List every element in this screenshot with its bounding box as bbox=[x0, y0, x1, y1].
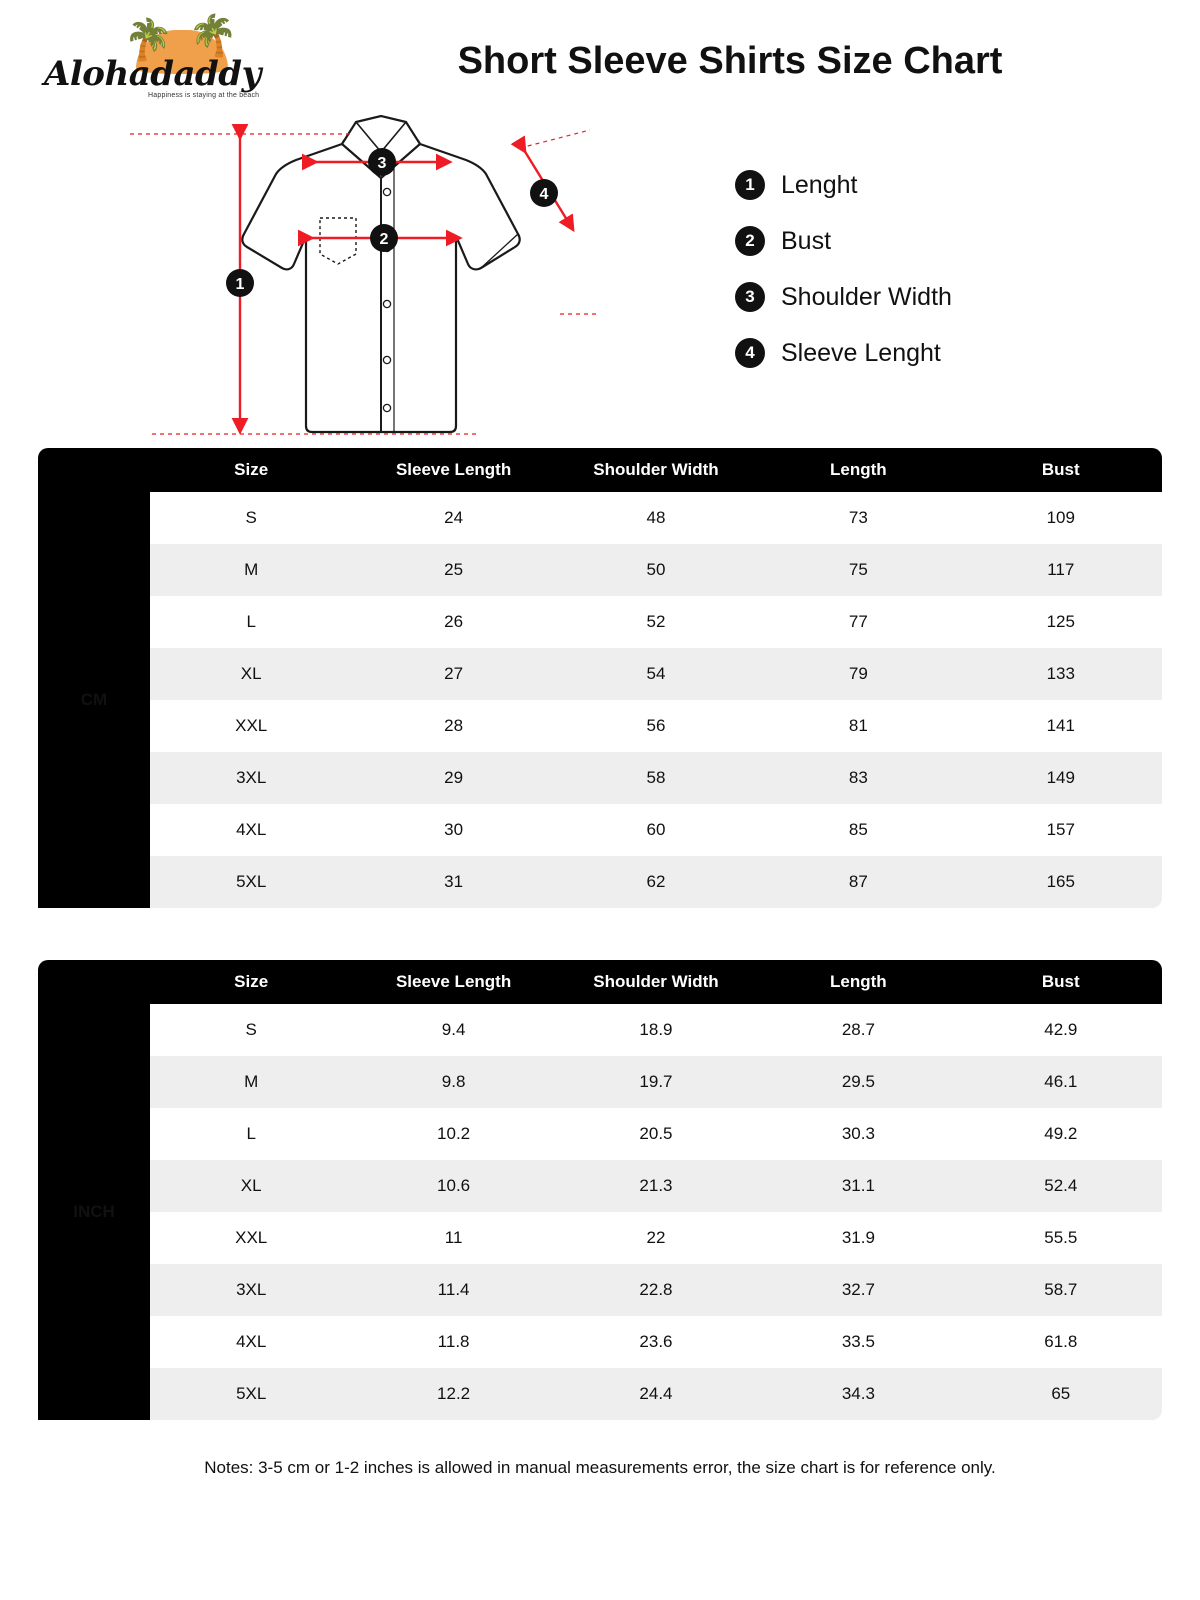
cell-length: 33.5 bbox=[757, 1316, 959, 1368]
brand-name: Alohadaddy bbox=[44, 54, 261, 94]
svg-text:1: 1 bbox=[235, 276, 245, 293]
col-bust: Bust bbox=[960, 960, 1162, 1004]
table-row bbox=[38, 804, 1162, 856]
cell-sleeve: 11.8 bbox=[352, 1316, 554, 1368]
cell-bust: 117 bbox=[960, 544, 1162, 596]
cell-bust: 49.2 bbox=[960, 1108, 1162, 1160]
cell-size: XL bbox=[150, 1160, 352, 1212]
table-row bbox=[38, 596, 1162, 648]
legend-item-sleeve-length bbox=[735, 338, 1155, 368]
table-row bbox=[38, 544, 1162, 596]
cell-bust: 58.7 bbox=[960, 1264, 1162, 1316]
page-title: Short Sleeve Shirts Size Chart bbox=[457, 40, 1003, 82]
cell-sleeve: 11.4 bbox=[352, 1264, 554, 1316]
cell-length: 32.7 bbox=[757, 1264, 959, 1316]
cell-shoulder: 24.4 bbox=[555, 1368, 757, 1420]
cell-shoulder: 50 bbox=[555, 544, 757, 596]
svg-text:2: 2 bbox=[379, 231, 389, 248]
legend-label-1: Lenght bbox=[781, 170, 858, 199]
cell-shoulder: 18.9 bbox=[555, 1004, 757, 1056]
cell-bust: 42.9 bbox=[960, 1004, 1162, 1056]
cell-bust: 141 bbox=[960, 700, 1162, 752]
table-row bbox=[38, 856, 1162, 908]
brand-tagline: Happiness is staying at the beach bbox=[148, 92, 260, 99]
cell-length: 83 bbox=[757, 752, 959, 804]
table-row bbox=[38, 1004, 1162, 1056]
cell-shoulder: 23.6 bbox=[555, 1316, 757, 1368]
col-size: Size bbox=[150, 448, 352, 492]
table-row bbox=[38, 1056, 1162, 1108]
cell-bust: 65 bbox=[960, 1368, 1162, 1420]
cell-length: 30.3 bbox=[757, 1108, 959, 1160]
cell-sleeve: 29 bbox=[352, 752, 554, 804]
legend-label-3: Shoulder Width bbox=[781, 282, 952, 311]
cell-size: XXL bbox=[150, 1212, 352, 1264]
cell-length: 34.3 bbox=[757, 1368, 959, 1420]
cell-length: 31.9 bbox=[757, 1212, 959, 1264]
cell-sleeve: 10.6 bbox=[352, 1160, 554, 1212]
cell-shoulder: 52 bbox=[555, 596, 757, 648]
cell-length: 75 bbox=[757, 544, 959, 596]
size-table-inch bbox=[38, 960, 1162, 1420]
table-row bbox=[38, 1368, 1162, 1420]
table-header-row bbox=[38, 448, 1162, 492]
table-row bbox=[38, 700, 1162, 752]
legend-bullet-1: 1 bbox=[735, 170, 765, 200]
cell-size: XL bbox=[150, 648, 352, 700]
cell-sleeve: 26 bbox=[352, 596, 554, 648]
cell-shoulder: 58 bbox=[555, 752, 757, 804]
cell-shoulder: 56 bbox=[555, 700, 757, 752]
cell-sleeve: 24 bbox=[352, 492, 554, 544]
cell-length: 29.5 bbox=[757, 1056, 959, 1108]
cell-sleeve: 9.8 bbox=[352, 1056, 554, 1108]
cell-size: 5XL bbox=[150, 1368, 352, 1420]
cell-sleeve: 12.2 bbox=[352, 1368, 554, 1420]
cell-shoulder: 20.5 bbox=[555, 1108, 757, 1160]
table-spacer bbox=[0, 908, 1200, 960]
cell-bust: 133 bbox=[960, 648, 1162, 700]
cell-length: 28.7 bbox=[757, 1004, 959, 1056]
cell-bust: 46.1 bbox=[960, 1056, 1162, 1108]
legend-label-2: Bust bbox=[781, 226, 832, 255]
cell-bust: 125 bbox=[960, 596, 1162, 648]
cell-length: 87 bbox=[757, 856, 959, 908]
col-shoulder-width: Shoulder Width bbox=[555, 448, 757, 492]
legend-item-bust bbox=[735, 226, 1155, 256]
cell-length: 31.1 bbox=[757, 1160, 959, 1212]
cell-shoulder: 60 bbox=[555, 804, 757, 856]
shirt-svg bbox=[120, 108, 640, 448]
shirt-illustration bbox=[120, 108, 640, 448]
legend-bullet-2: 2 bbox=[735, 226, 765, 256]
cell-bust: 157 bbox=[960, 804, 1162, 856]
cell-sleeve: 27 bbox=[352, 648, 554, 700]
cell-shoulder: 22 bbox=[555, 1212, 757, 1264]
cell-bust: 55.5 bbox=[960, 1212, 1162, 1264]
table-row bbox=[38, 1160, 1162, 1212]
cell-bust: 61.8 bbox=[960, 1316, 1162, 1368]
legend bbox=[735, 170, 1155, 394]
cell-size: L bbox=[150, 596, 352, 648]
unit-label-inch: INCH bbox=[38, 1004, 150, 1420]
cell-size: M bbox=[150, 1056, 352, 1108]
cell-sleeve: 28 bbox=[352, 700, 554, 752]
notes-text: Notes: 3-5 cm or 1-2 inches is allowed in manual measurements error, the size chart is for reference only. bbox=[204, 1458, 996, 1477]
page-header bbox=[0, 0, 1200, 108]
table-row bbox=[38, 1212, 1162, 1264]
legend-bullet-3: 3 bbox=[735, 282, 765, 312]
cell-sleeve: 10.2 bbox=[352, 1108, 554, 1160]
cell-size: M bbox=[150, 544, 352, 596]
cell-size: 3XL bbox=[150, 1264, 352, 1316]
svg-text:3: 3 bbox=[377, 155, 387, 172]
col-bust: Bust bbox=[960, 448, 1162, 492]
col-sleeve-length: Sleeve Length bbox=[352, 448, 554, 492]
cell-sleeve: 25 bbox=[352, 544, 554, 596]
cell-bust: 149 bbox=[960, 752, 1162, 804]
cell-size: 3XL bbox=[150, 752, 352, 804]
table-row bbox=[38, 1108, 1162, 1160]
palm-tree-icon: 🌴 bbox=[124, 18, 174, 62]
cell-shoulder: 62 bbox=[555, 856, 757, 908]
brand-logo bbox=[36, 14, 276, 100]
svg-text:4: 4 bbox=[539, 186, 549, 203]
table-row bbox=[38, 752, 1162, 804]
col-sleeve-length: Sleeve Length bbox=[352, 960, 554, 1004]
cell-size: 4XL bbox=[150, 1316, 352, 1368]
cell-length: 81 bbox=[757, 700, 959, 752]
cell-length: 77 bbox=[757, 596, 959, 648]
cell-sleeve: 9.4 bbox=[352, 1004, 554, 1056]
cell-length: 73 bbox=[757, 492, 959, 544]
size-table-cm bbox=[38, 448, 1162, 908]
unit-label-cm: CM bbox=[38, 492, 150, 908]
unit-header-inch bbox=[38, 960, 150, 1004]
cm-table-block bbox=[38, 448, 1162, 908]
cell-bust: 109 bbox=[960, 492, 1162, 544]
legend-item-length bbox=[735, 170, 1155, 200]
cell-size: XXL bbox=[150, 700, 352, 752]
cell-sleeve: 30 bbox=[352, 804, 554, 856]
measurement-diagram bbox=[0, 108, 1200, 448]
cell-shoulder: 22.8 bbox=[555, 1264, 757, 1316]
cell-bust: 52.4 bbox=[960, 1160, 1162, 1212]
cell-shoulder: 21.3 bbox=[555, 1160, 757, 1212]
legend-bullet-4: 4 bbox=[735, 338, 765, 368]
col-length: Length bbox=[757, 448, 959, 492]
col-length: Length bbox=[757, 960, 959, 1004]
table-row bbox=[38, 1264, 1162, 1316]
col-shoulder-width: Shoulder Width bbox=[555, 960, 757, 1004]
cell-length: 79 bbox=[757, 648, 959, 700]
cell-bust: 165 bbox=[960, 856, 1162, 908]
cell-shoulder: 19.7 bbox=[555, 1056, 757, 1108]
cell-shoulder: 54 bbox=[555, 648, 757, 700]
cell-size: 5XL bbox=[150, 856, 352, 908]
unit-header-cm bbox=[38, 448, 150, 492]
cell-size: L bbox=[150, 1108, 352, 1160]
cell-length: 85 bbox=[757, 804, 959, 856]
cell-sleeve: 11 bbox=[352, 1212, 554, 1264]
legend-label-4: Sleeve Lenght bbox=[781, 338, 941, 367]
cell-size: S bbox=[150, 492, 352, 544]
table-row bbox=[38, 648, 1162, 700]
inch-table-block bbox=[38, 960, 1162, 1420]
cell-size: S bbox=[150, 1004, 352, 1056]
legend-item-shoulder-width bbox=[735, 282, 1155, 312]
cell-shoulder: 48 bbox=[555, 492, 757, 544]
table-row bbox=[38, 1316, 1162, 1368]
cell-size: 4XL bbox=[150, 804, 352, 856]
table-row bbox=[38, 492, 1162, 544]
cell-sleeve: 31 bbox=[352, 856, 554, 908]
table-header-row bbox=[38, 960, 1162, 1004]
col-size: Size bbox=[150, 960, 352, 1004]
palm-tree-icon-2: 🌴 bbox=[188, 14, 238, 58]
